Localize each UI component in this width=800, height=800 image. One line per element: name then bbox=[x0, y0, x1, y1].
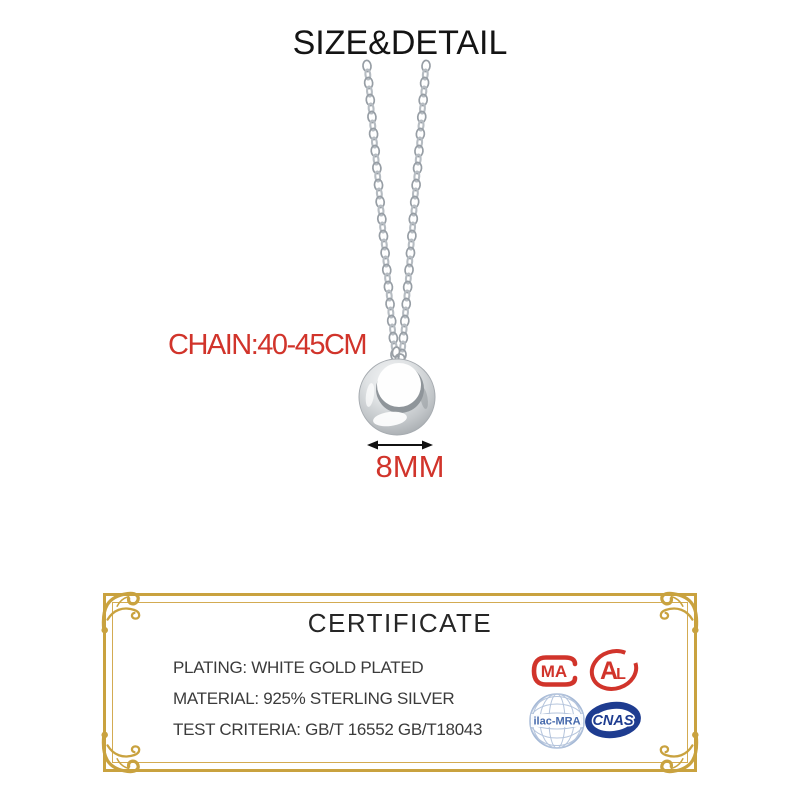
cal-badge-letter-l: L bbox=[616, 666, 626, 683]
accreditation-badges bbox=[106, 596, 694, 769]
chain-left-strand bbox=[362, 60, 399, 361]
cma-badge-icon bbox=[530, 654, 582, 688]
chain-right-strand bbox=[398, 60, 431, 361]
cnas-badge-text: CNAS bbox=[592, 713, 634, 729]
page-title: SIZE&DETAIL bbox=[292, 24, 508, 62]
cal-badge-letter-a: A bbox=[599, 657, 619, 685]
pendant-ring bbox=[359, 346, 435, 435]
cert-line-plating: PLATING: WHITE GOLD PLATED bbox=[173, 658, 424, 677]
cert-line-material: MATERIAL: 925% STERLING SILVER bbox=[173, 689, 455, 708]
cnas-badge-icon bbox=[584, 699, 642, 741]
cma-badge-text: MA bbox=[540, 662, 568, 681]
certificate-heading: CERTIFICATE bbox=[307, 608, 493, 638]
cal-badge-icon bbox=[588, 648, 640, 692]
ilac-mra-badge-text: ilac-MRA bbox=[533, 715, 581, 728]
ilac-mra-badge-icon bbox=[528, 692, 586, 750]
cert-line-test-criteria: TEST CRITERIA: GB/T 16552 GB/T18043 bbox=[173, 720, 483, 739]
pendant-size-label: 8MM bbox=[375, 449, 445, 484]
certificate-panel bbox=[103, 593, 697, 772]
chain-length-label: CHAIN:40-45CM bbox=[168, 329, 367, 361]
